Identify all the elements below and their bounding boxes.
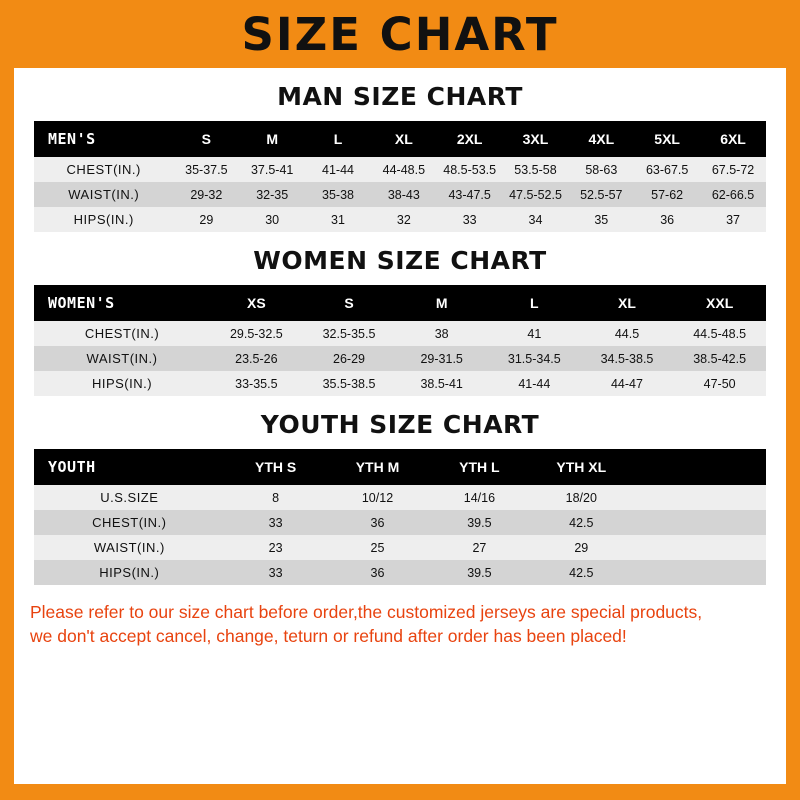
table-cell: 31 (305, 207, 371, 232)
row-label: WAIST(IN.) (34, 182, 173, 207)
youth-size-table (34, 449, 766, 585)
table-cell: 53.5-58 (503, 157, 569, 182)
table-row (34, 560, 766, 585)
header-cell-label: YOUTH (34, 449, 225, 485)
table-cell: 39.5 (428, 510, 530, 535)
table-cell: 33 (225, 510, 327, 535)
row-label: U.S.SIZE (34, 485, 225, 510)
header-cell-size: 3XL (503, 121, 569, 157)
table-cell: 38.5-41 (395, 371, 488, 396)
table-row (34, 207, 766, 232)
row-label: CHEST(IN.) (34, 321, 210, 346)
table-cell: 63-67.5 (634, 157, 700, 182)
policy-note-line2: we don't accept cancel, change, teturn or refund after order has been placed! (30, 625, 627, 646)
table-cell-spacer (632, 535, 766, 560)
table-cell: 29.5-32.5 (210, 321, 303, 346)
table-row (34, 371, 766, 396)
table-cell: 62-66.5 (700, 182, 766, 207)
table-cell: 23.5-26 (210, 346, 303, 371)
table-cell: 47.5-52.5 (503, 182, 569, 207)
header-cell-size: YTH XL (530, 449, 632, 485)
header-cell-size: YTH L (428, 449, 530, 485)
table-cell-spacer (632, 560, 766, 585)
row-label: WAIST(IN.) (34, 535, 225, 560)
table-row (34, 157, 766, 182)
row-label: WAIST(IN.) (34, 346, 210, 371)
header-cell-label: MEN'S (34, 121, 173, 157)
header-cell-size: 4XL (568, 121, 634, 157)
section-man (14, 82, 786, 232)
row-label: CHEST(IN.) (34, 157, 173, 182)
header-cell-size: XL (581, 285, 674, 321)
table-cell: 48.5-53.5 (437, 157, 503, 182)
header-cell-size: M (239, 121, 305, 157)
table-cell: 52.5-57 (568, 182, 634, 207)
table-cell: 67.5-72 (700, 157, 766, 182)
table-row (34, 510, 766, 535)
table-cell: 36 (327, 510, 429, 535)
header-cell-size: S (303, 285, 396, 321)
table-cell: 36 (327, 560, 429, 585)
table-cell: 57-62 (634, 182, 700, 207)
header-cell-size: YTH M (327, 449, 429, 485)
table-cell: 29-32 (173, 182, 239, 207)
header-cell-size: XS (210, 285, 303, 321)
table-cell: 30 (239, 207, 305, 232)
header-cell-size: M (395, 285, 488, 321)
table-cell: 44.5 (581, 321, 674, 346)
table-cell: 37.5-41 (239, 157, 305, 182)
table-cell: 26-29 (303, 346, 396, 371)
section-women (14, 246, 786, 396)
table-cell-spacer (632, 485, 766, 510)
table-cell: 34.5-38.5 (581, 346, 674, 371)
section-youth (14, 410, 786, 585)
table-cell: 43-47.5 (437, 182, 503, 207)
header-cell-spacer (632, 449, 766, 485)
table-cell: 33-35.5 (210, 371, 303, 396)
table-cell: 42.5 (530, 510, 632, 535)
table-cell: 29 (173, 207, 239, 232)
table-header-row (34, 285, 766, 321)
table-cell: 35-38 (305, 182, 371, 207)
header-cell-size: YTH S (225, 449, 327, 485)
footer-band (0, 784, 800, 800)
table-cell: 8 (225, 485, 327, 510)
header-cell-size: XL (371, 121, 437, 157)
header-cell-size: XXL (673, 285, 766, 321)
table-cell: 34 (503, 207, 569, 232)
policy-note-line1: Please refer to our size chart before order,the customized jerseys are special products, (30, 602, 703, 622)
header-cell-size: L (488, 285, 581, 321)
table-cell: 37 (700, 207, 766, 232)
table-cell: 36 (634, 207, 700, 232)
page-title: SIZE CHART (241, 7, 559, 61)
table-cell: 32 (371, 207, 437, 232)
table-cell: 33 (225, 560, 327, 585)
row-label: HIPS(IN.) (34, 371, 210, 396)
section-title-women: WOMEN SIZE CHART (253, 246, 547, 275)
table-cell: 33 (437, 207, 503, 232)
header-cell-size: 5XL (634, 121, 700, 157)
table-cell: 44-48.5 (371, 157, 437, 182)
table-cell: 32-35 (239, 182, 305, 207)
row-label: CHEST(IN.) (34, 510, 225, 535)
section-title-youth: YOUTH SIZE CHART (260, 410, 540, 439)
table-cell: 38-43 (371, 182, 437, 207)
header-cell-size: 2XL (437, 121, 503, 157)
header-cell-size: 6XL (700, 121, 766, 157)
table-cell: 38.5-42.5 (673, 346, 766, 371)
header-cell-size: L (305, 121, 371, 157)
table-cell: 18/20 (530, 485, 632, 510)
table-cell: 41-44 (488, 371, 581, 396)
table-header-row (34, 449, 766, 485)
table-cell: 35 (568, 207, 634, 232)
table-cell: 27 (428, 535, 530, 560)
table-cell: 35.5-38.5 (303, 371, 396, 396)
policy-note (30, 601, 770, 648)
table-row (34, 321, 766, 346)
section-title-man: MAN SIZE CHART (277, 82, 523, 111)
table-cell: 25 (327, 535, 429, 560)
header-cell-size: S (173, 121, 239, 157)
row-label: HIPS(IN.) (34, 560, 225, 585)
table-cell: 41 (488, 321, 581, 346)
table-cell: 42.5 (530, 560, 632, 585)
table-row (34, 346, 766, 371)
women-size-table (34, 285, 766, 396)
table-header-row (34, 121, 766, 157)
row-label: HIPS(IN.) (34, 207, 173, 232)
table-cell: 31.5-34.5 (488, 346, 581, 371)
table-row (34, 182, 766, 207)
table-cell: 41-44 (305, 157, 371, 182)
table-cell: 44-47 (581, 371, 674, 396)
table-cell: 29-31.5 (395, 346, 488, 371)
table-cell-spacer (632, 510, 766, 535)
table-cell: 23 (225, 535, 327, 560)
table-cell: 10/12 (327, 485, 429, 510)
table-cell: 44.5-48.5 (673, 321, 766, 346)
table-row (34, 535, 766, 560)
table-cell: 38 (395, 321, 488, 346)
header-cell-label: WOMEN'S (34, 285, 210, 321)
table-cell: 47-50 (673, 371, 766, 396)
table-cell: 32.5-35.5 (303, 321, 396, 346)
table-row (34, 485, 766, 510)
table-cell: 58-63 (568, 157, 634, 182)
man-size-table (34, 121, 766, 232)
table-cell: 39.5 (428, 560, 530, 585)
table-cell: 35-37.5 (173, 157, 239, 182)
table-cell: 14/16 (428, 485, 530, 510)
header-banner (0, 0, 800, 68)
table-cell: 29 (530, 535, 632, 560)
